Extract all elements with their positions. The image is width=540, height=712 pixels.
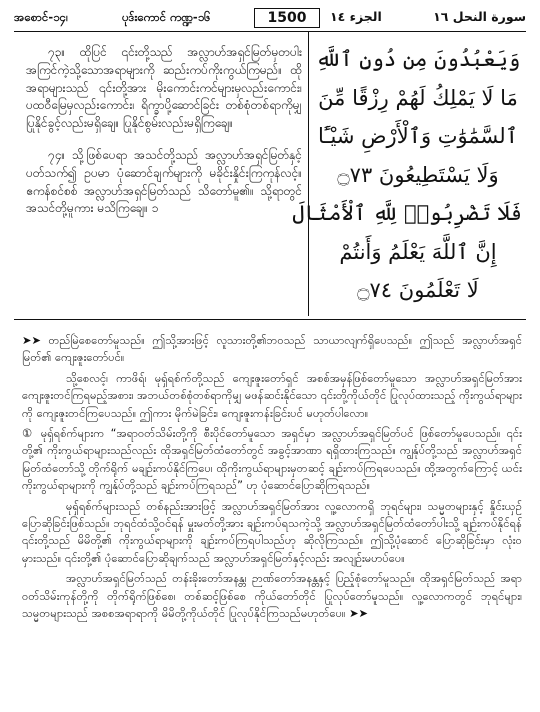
commentary-divider (14, 319, 526, 320)
header-volume: အစောင်-၁၄၊ (14, 10, 68, 24)
arabic-line: ٱلسَّمَٰوَٰتِ وَٱلْأَرْضِ شَيْـًٔا (318, 124, 518, 148)
page-number: 1500 (254, 8, 320, 28)
verse-73-translation: ၇၃။ ထိုပြင် ၎င်းတို့သည် အလ္လာဟ်အရှင်မြတ်မှတပါး အကြင်ကဲ့သို့သောအရာများကို ဆည်းကပ်ကိုးကွယ်ကြမည်။ ထိုအရာများသည် ၎င်းတို့အား မိုးကောင်းကင်များမှလည်းကောင်း၊ ပထဝီမြေမှလည်းကောင်း၊ ရိက္ခာပို့ဆောင်ခြင်း တစ်စုံတစ်ရာကိုမျှ ပြုနိုင်ခွင့်လည်းမရှိချေ။ ပြုနိုင်စွမ်းလည်းမရှိကြချေ။ (26, 45, 302, 131)
header-surah: سورة النحل ١٦ (433, 9, 526, 24)
commentary-paragraph: သို့စေလင့်၊ ကာဖိရ်၊ မုရှ်ရစ်က်တို့သည် ကျေးဇူးတော်ရှင် အစစ်အမှန်ဖြစ်တော်မူသော အလ္လာဟ်အရှင်မြတ်အား ကျေးဇူးတင်ကြရမည့်အစား၊ အဘယ်တစ်စုံတစ်ရာကိုမျှ မဖန်ဆင်းနိုင်သော ၎င်းတို့ကိုယ်တိုင် ပြုလုပ်ထားသည့် ကိုးကွယ်ရာများကို ကျေးဇူးတင်ကြပေသည်။ ဤကား မိုက်မဲခြင်း၊ ကျေးဇူးကန်းခြင်းပင် မဟုတ်ပါလော။ (22, 371, 522, 420)
header-section: ပုဒ်းကောင် ကဏ္ဍ-၁၆ (122, 10, 211, 24)
arabic-line: فَلَا تَضْرِبُوا۟ لِلَّهِ ٱلْأَمْثَالَ (292, 201, 522, 225)
commentary-section (22, 332, 522, 626)
arabic-column (292, 40, 522, 310)
column-divider (308, 32, 309, 316)
arabic-line: وَيَعْبُدُونَ مِن دُونِ ٱللَّهِ (315, 47, 521, 71)
arabic-line: إِنَّ ٱللَّهَ يَعْلَمُ وَأَنتُمْ (339, 239, 497, 264)
continuation-arrow-icon: ➤➤ (22, 334, 41, 347)
commentary-paragraph: အလ္လာဟ်အရှင်မြတ်သည် တန်းခိုးတော်အနန္တ၊ ဉာဏ်တော်အနန္တနှင့် ပြည့်စုံတော်မူသည်။ ထိုအရှင်မြတ်သည် အရာဝတ်သိမ်းကုန်တို့ကို တိုက်ရိုက်ဖြစ်စေ၊ တစ်ဆင့်ဖြစ်စေ ကိုယ်တော်တိုင် ပြုလုပ်တော်မူသည်။ လူ့လောကတွင် ဘုရင်များ၊ သမ္မတများသည် အစစအရာရာကို မိမိတို့ကိုယ်တိုင် ပြုလုပ်နိုင်ကြသည်မဟုတ်ပေ။ ➤➤ (22, 572, 522, 621)
footnote-paragraph: ① မုရှ်ရစ်က်များက “အရာဝတ်သိမ်းတို့ကို စီးပိုင်တော်မူသော အရှင်မှာ အလ္လာဟ်အရှင်မြတ်ပင် ဖြစ်တော်မူပေသည်။ ၎င်းတို့၏ ကိုးကွယ်ရာများသည်လည်း ထိုအရှင်မြတ်ထံတော်တွင် အခွင့်အာဏာ ရရှိထားကြသည်။ ကျွန်ုပ်တို့သည် အလ္လာဟ်အရှင်မြတ်ထံတော်သို့ တိုက်ရိုက် မချဉ်းကပ်နိုင်ကြပေ၊ ထိုကိုးကွယ်ရာများမှတဆင့် ချဉ်းကပ်ကြရပေသည်။ ထို့အတွက်ကြောင့် ယင်း ကိုးကွယ်ရာများကို ကျွန်ုပ်တို့သည် ချဉ်းကပ်ကြရသည်” ဟု ပုံဆောင်ပြောဆိုကြရသည်။ (22, 427, 522, 493)
header-juz: الجزء ١٤ (330, 9, 382, 24)
arabic-line: وَلَا يَسْتَطِيعُونَ ۝٧٣ (337, 162, 499, 187)
arabic-line: مَا لَا يَمْلِكُ لَهُمْ رِزْقًا مِّنَ (318, 85, 518, 110)
translation-column (26, 44, 302, 232)
header-divider (14, 31, 526, 32)
commentary-text: တည်မြဲစေတော်မူသည်။ ဤသို့အားဖြင့် လူသားတို့၏ဘဝသည် သာယာလျက်ရှိပေသည်။ ဤသည် အလ္လာဟ်အရှင်မြတ်၏ ကျေးဇူးတော်ပင်။ (22, 334, 522, 365)
verse-74-translation: ၇၄။ သို့ဖြစ်ပေရာ အသင်တို့သည် အလ္လာဟ်အရှင်မြတ်နှင့်ပတ်သက်၍ ဥပမာ ပုံဆောင်ချက်များကို မခိုင်းနှိုင်းကြကုန်လင့်။ ဧကန်စင်စစ် အလ္လာဟ်အရှင်မြတ်သည် သိတော်မူ၏။ သို့ရာတွင် အသင်တို့မူကား မသိကြချေ။ ၁ (26, 147, 302, 216)
arabic-line: لَا تَعْلَمُونَ ۝٧٤ (357, 278, 479, 302)
page-header (14, 7, 526, 29)
commentary-paragraph (22, 332, 522, 367)
commentary-paragraph: မုရှ်ရစ်က်များသည် တစ်နည်းအားဖြင့် အလ္လာဟ်အရှင်မြတ်အား လူ့လောကရှိ ဘုရင်များ၊ သမ္မတများနှင့် နှိုင်းယှဉ်ပြောဆိုခြင်းဖြစ်သည်။ ဘုရင်ထံသို့ဝင်ရန် မှူးမတ်တို့အား ချဉ်းကပ်ရသကဲ့သို့ အလ္လာဟ်အရှင်မြတ်ထံတော်ပါးသို့ ချဉ်းကပ်နိုင်ရန် ၎င်းတို့သည် မိမိတို့၏ ကိုးကွယ်ရာများကို ချဉ်းကပ်ကြရပါသည်ဟု ဆိုလိုကြသည်။ ဤသို့ပုံဆောင် ပြောဆိုခြင်းမှာ လုံးဝမှားသည်။ ၎င်းတို့၏ ပုံဆောင်ပြောဆိုချက်သည် အလ္လာဟ်အရှင်မြတ်နှင့်လည်း အလျဉ်းမဟပ်ပေ။ (22, 499, 522, 565)
